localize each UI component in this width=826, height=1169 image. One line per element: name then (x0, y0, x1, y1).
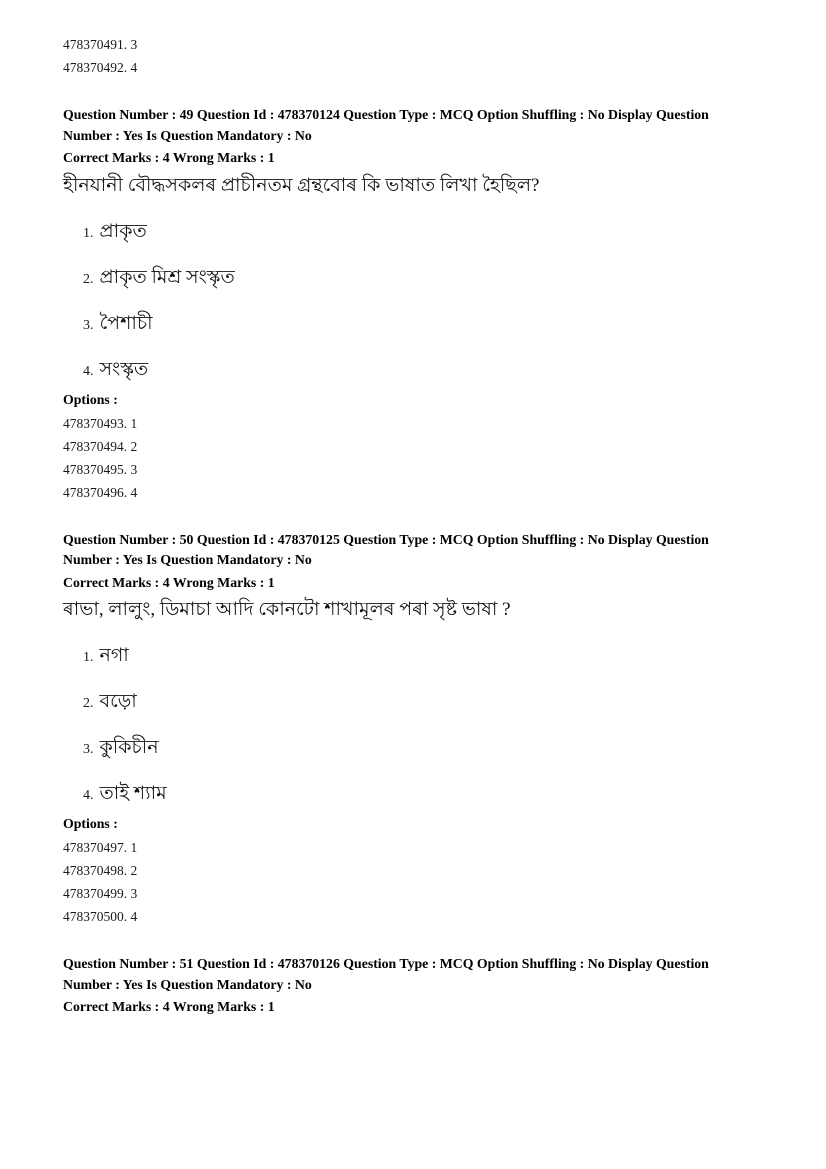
question-header-line: Number : Yes Is Question Mandatory : No (63, 552, 312, 567)
question-header (63, 105, 756, 146)
choice-item (83, 735, 756, 760)
question-text: হীনযানী বৌদ্ধসকলৰ প্ৰাচীনতম গ্ৰন্থবোৰ কি ভাষাত লিখা হৈছিল? (63, 174, 540, 196)
option-id: 478370492. 4 (63, 60, 138, 75)
choice-item (83, 357, 756, 382)
choice-text: তাই শ্যাম (99, 783, 167, 804)
question-block-49 (63, 105, 756, 504)
option-id-list (63, 412, 756, 504)
option-id: 478370493. 1 (63, 415, 138, 431)
choice-text: প্ৰাকৃত (99, 220, 147, 242)
option-id: 478370497. 1 (63, 840, 138, 855)
option-id: 478370500. 4 (63, 909, 138, 924)
choice-number: 1. (83, 650, 94, 665)
choice-item (83, 311, 756, 336)
question-text: ৰাভা, লালুং, ডিমাচা আদি কোনটো শাখামূলৰ পৰা সৃষ্ট ভাষা ? (63, 599, 511, 620)
choice-number: 3. (83, 742, 94, 757)
option-id: 478370494. 2 (63, 438, 138, 454)
choice-item (83, 643, 756, 668)
choice-text: পৈশাচী (99, 312, 153, 334)
question-block-51 (63, 954, 756, 1018)
marks-line: Correct Marks : 4 Wrong Marks : 1 (63, 150, 275, 165)
option-id: 478370495. 3 (63, 461, 138, 477)
choice-number: 2. (83, 271, 94, 287)
question-header-line: Number : Yes Is Question Mandatory : No (63, 976, 312, 992)
option-id: 478370496. 4 (63, 484, 138, 500)
option-id-list (63, 836, 756, 928)
choice-text: নগা (99, 645, 129, 666)
question-header (63, 530, 756, 571)
choice-number: 3. (83, 317, 94, 333)
choice-text: সংস্কৃত (99, 358, 149, 380)
choice-text: কুকিচীন (99, 737, 159, 758)
marks-line: Correct Marks : 4 Wrong Marks : 1 (63, 999, 275, 1014)
choice-item (83, 689, 756, 714)
question-header-line: Number : Yes Is Question Mandatory : No (63, 127, 312, 143)
question-header (63, 954, 756, 995)
choice-number: 4. (83, 788, 94, 803)
choice-item (83, 781, 756, 806)
options-label: Options : (63, 391, 118, 407)
question-header-line: Question Number : 49 Question Id : 478370124 Question Type : MCQ Option Shuffling : No Display Question (63, 107, 709, 122)
options-label: Options : (63, 816, 118, 831)
option-id: 478370491. 3 (63, 37, 138, 52)
choice-item (83, 219, 756, 244)
question-header-line: Question Number : 50 Question Id : 478370125 Question Type : MCQ Option Shuffling : No Display Question (63, 531, 709, 547)
choice-list (83, 643, 756, 806)
choice-text: প্ৰাকৃত মিশ্ৰ সংস্কৃত (99, 266, 235, 288)
choice-number: 1. (83, 225, 94, 241)
choice-number: 4. (83, 363, 94, 379)
choice-text: বড়ো (99, 691, 137, 712)
option-id: 478370498. 2 (63, 863, 138, 878)
question-block-50 (63, 530, 756, 929)
option-id: 478370499. 3 (63, 886, 138, 901)
carryover-option-ids (63, 33, 756, 79)
choice-list (83, 219, 756, 382)
choice-number: 2. (83, 696, 94, 711)
question-header-line: Question Number : 51 Question Id : 478370126 Question Type : MCQ Option Shuffling : No Display Question (63, 956, 709, 971)
marks-line: Correct Marks : 4 Wrong Marks : 1 (63, 574, 275, 590)
choice-item (83, 265, 756, 290)
